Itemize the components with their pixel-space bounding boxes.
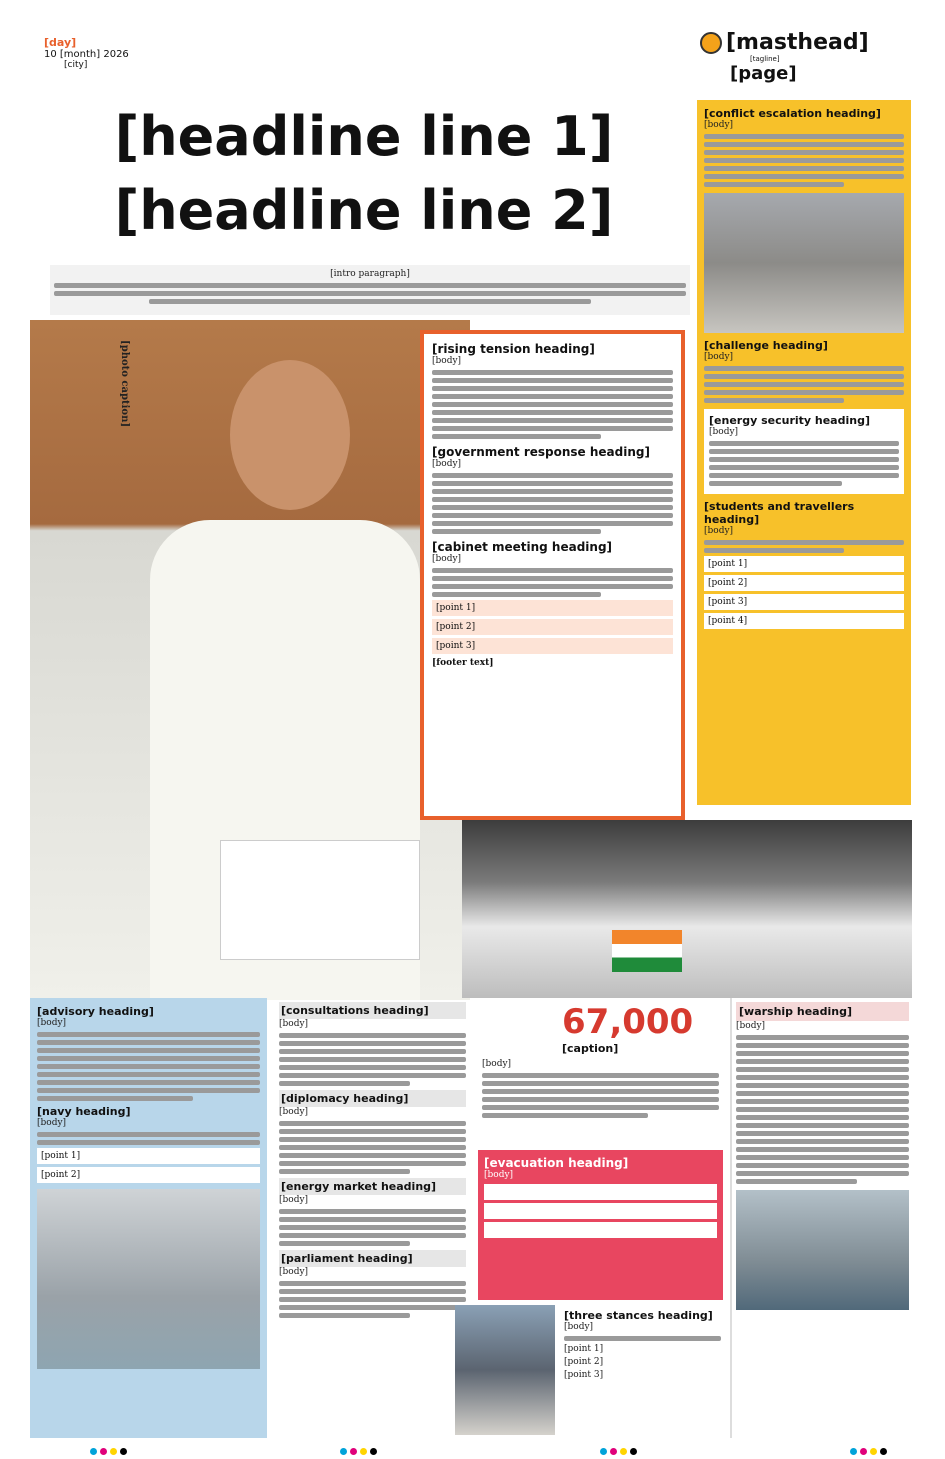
headline xyxy=(44,100,684,260)
warship-title: [warship heading] xyxy=(736,1002,909,1021)
students-point: [point 3] xyxy=(704,594,904,610)
navy-point: [point 1] xyxy=(37,1148,260,1164)
consult-body: [body] xyxy=(279,1019,466,1086)
three-point: [point 1] xyxy=(564,1344,604,1354)
parliament-title: [parliament heading] xyxy=(279,1250,466,1267)
consult-title: [consultations heading] xyxy=(279,1002,466,1019)
masthead-tagline: [tagline] xyxy=(750,55,780,63)
advisory-body: [body] xyxy=(37,1018,260,1101)
energy-title: [energy security heading] xyxy=(709,414,870,427)
evac-body: [body] xyxy=(484,1170,514,1180)
evac-point: [point 1] xyxy=(484,1184,717,1200)
response-title: [government response heading] xyxy=(432,445,650,459)
print-registration-marks xyxy=(90,1440,130,1459)
evac-title: [evacuation heading] xyxy=(484,1156,629,1170)
middle-column xyxy=(275,998,470,1438)
print-registration-marks xyxy=(600,1440,640,1459)
students-point: [point 1] xyxy=(704,556,904,572)
meeting-point: [point 2] xyxy=(432,619,673,635)
market-title: [energy market heading] xyxy=(279,1178,466,1195)
page-number: [page] xyxy=(730,63,797,84)
masthead-day: [day] xyxy=(44,36,77,49)
meeting-footer: [footer text] xyxy=(432,658,494,668)
masthead-logo-text: [masthead] xyxy=(726,30,869,55)
meeting-body: [body] xyxy=(432,554,673,597)
parliament-body: [body] xyxy=(279,1267,466,1318)
evac-point: [point 3] xyxy=(484,1222,717,1238)
warship-photo-right xyxy=(736,1190,909,1310)
big-number: 67,000 xyxy=(562,1002,694,1042)
travellers-photo xyxy=(455,1305,555,1435)
big-number-caption: [caption] xyxy=(562,1042,619,1055)
students-point: [point 2] xyxy=(704,575,904,591)
diplomacy-title: [diplomacy heading] xyxy=(279,1090,466,1107)
document-paper xyxy=(220,840,420,960)
students-title: [students and travellers heading] xyxy=(704,500,855,526)
advisory-title: [advisory heading] xyxy=(37,1005,154,1018)
smoke-photo xyxy=(704,193,904,333)
warship-column xyxy=(730,998,913,1438)
challenge-title: [challenge heading] xyxy=(704,339,828,352)
center-box xyxy=(420,330,685,820)
intro-text: [intro paragraph] xyxy=(330,269,410,279)
masthead-date: 10 [month] 2026 xyxy=(44,49,129,60)
big-number-box xyxy=(478,998,723,1168)
meeting-title: [cabinet meeting heading] xyxy=(432,540,613,554)
tension-body: [body] xyxy=(432,356,673,439)
evacuation-box xyxy=(478,1150,723,1300)
three-body: [body] xyxy=(564,1322,721,1341)
photo-caption-text: [photo caption] xyxy=(119,340,130,428)
masthead-left xyxy=(44,36,184,70)
india-flag xyxy=(612,930,682,972)
evac-point: [point 2] xyxy=(484,1203,717,1219)
meeting-point: [point 3] xyxy=(432,638,673,654)
headline-line-2: [headline line 2] xyxy=(114,179,614,242)
three-title: [three stances heading] xyxy=(564,1309,713,1322)
print-registration-marks xyxy=(850,1440,890,1459)
challenge-body: [body] xyxy=(704,352,904,403)
masthead-city: [city] xyxy=(64,60,88,70)
photo-caption xyxy=(60,340,130,540)
energy-box xyxy=(704,409,904,494)
masthead-logo xyxy=(700,30,900,100)
right-column xyxy=(697,100,911,805)
students-body: [body] xyxy=(704,526,904,553)
students-group-photo xyxy=(462,820,912,998)
three-point: [point 3] xyxy=(564,1370,604,1380)
three-stances-box xyxy=(560,1305,725,1435)
navy-point: [point 2] xyxy=(37,1167,260,1183)
energy-body: [body] xyxy=(709,427,899,486)
intro-paragraph xyxy=(50,265,690,315)
escalation-body: [body] xyxy=(704,120,904,187)
big-number-body: [body] xyxy=(482,1059,719,1118)
diplomacy-body: [body] xyxy=(279,1107,466,1174)
navy-title: [navy heading] xyxy=(37,1105,131,1118)
response-body: [body] xyxy=(432,459,673,534)
warship-photo-left xyxy=(37,1189,260,1369)
tension-title: [rising tension heading] xyxy=(432,342,595,356)
print-registration-marks xyxy=(340,1440,380,1459)
meeting-point: [point 1] xyxy=(432,600,673,616)
minister-head xyxy=(230,360,350,510)
three-point: [point 2] xyxy=(564,1357,604,1367)
market-body: [body] xyxy=(279,1195,466,1246)
masthead-flame-icon xyxy=(700,32,722,54)
warship-body: [body] xyxy=(736,1021,909,1184)
students-point: [point 4] xyxy=(704,613,904,629)
escalation-title: [conflict escalation heading] xyxy=(704,107,881,120)
headline-line-1: [headline line 1] xyxy=(114,105,614,168)
advisory-box xyxy=(30,998,267,1438)
navy-body: [body] xyxy=(37,1118,260,1145)
